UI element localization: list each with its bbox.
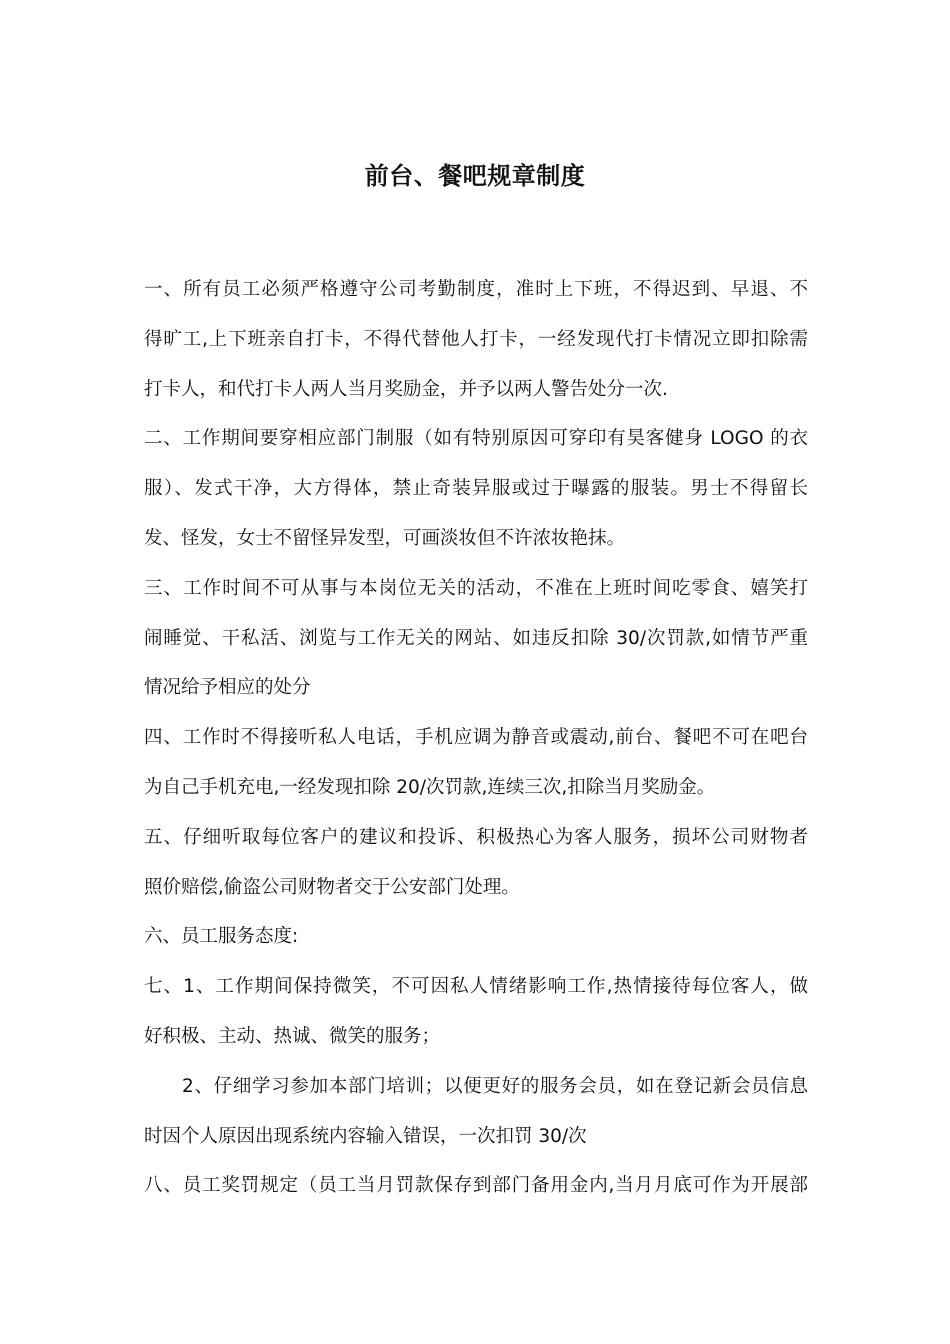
body-line: 一、所有员工必须严格遵守公司考勤制度，准时上下班，不得迟到、早退、不 bbox=[144, 279, 808, 300]
body-line: 为自己手机充电,一经发现扣除 20/次罚款,连续三次,扣除当月奖励金。 bbox=[144, 776, 716, 798]
body-line: 情况给予相应的处分 bbox=[144, 677, 311, 699]
body-line: 好积极、主动、热诚、微笑的服务； bbox=[144, 1025, 441, 1047]
body-line: 发、怪发，女士不留怪异发型，可画淡妆但不许浓妆艳抹。 bbox=[144, 527, 626, 549]
body-line: 闹睡觉、干私活、浏览与工作无关的网站、如违反扣除 30/次罚款,如情节严重 bbox=[144, 627, 808, 649]
body-line: 八、员工奖罚规定（员工当月罚款保存到部门备用金内,当月月底可作为开展部 bbox=[144, 1175, 808, 1197]
body-line: 打卡人，和代打卡人两人当月奖励金，并予以两人警告处分一次. bbox=[144, 378, 668, 400]
body-line: 照价赔偿,偷盗公司财物者交于公安部门处理。 bbox=[144, 876, 520, 898]
body-line: 二、工作期间要穿相应部门制服（如有特别原因可穿印有昊客健身 LOGO 的衣 bbox=[144, 428, 808, 450]
body-line: 五、仔细听取每位客户的建议和投诉、积极热心为客人服务，损坏公司财物者 bbox=[144, 826, 808, 848]
body-line: 六、员工服务态度: bbox=[144, 926, 299, 948]
body-line: 四、工作时不得接听私人电话，手机应调为静音或震动,前台、餐吧不可在吧台 bbox=[144, 727, 808, 749]
body-line: 七、1、工作期间保持微笑，不可因私人情绪影响工作,热情接待每位客人，做 bbox=[144, 976, 808, 998]
body-line-indented: 2、仔细学习参加本部门培训；以便更好的服务会员，如在登记新会员信息 bbox=[182, 1075, 808, 1097]
body-line: 服）、发式干净，大方得体，禁止奇装异服或过于曝露的服装。男士不得留长 bbox=[144, 478, 808, 500]
document-body bbox=[144, 265, 808, 1211]
document-title: 前台、餐吧规章制度 bbox=[364, 161, 586, 190]
body-line: 时因个人原因出现系统内容输入错误，一次扣罚 30/次 bbox=[144, 1125, 587, 1147]
body-line: 得旷工,上下班亲自打卡，不得代替他人打卡，一经发现代打卡情况立即扣除需 bbox=[144, 328, 808, 350]
body-line: 三、工作时间不可从事与本岗位无关的活动，不准在上班时间吃零食、嬉笑打 bbox=[144, 577, 808, 599]
